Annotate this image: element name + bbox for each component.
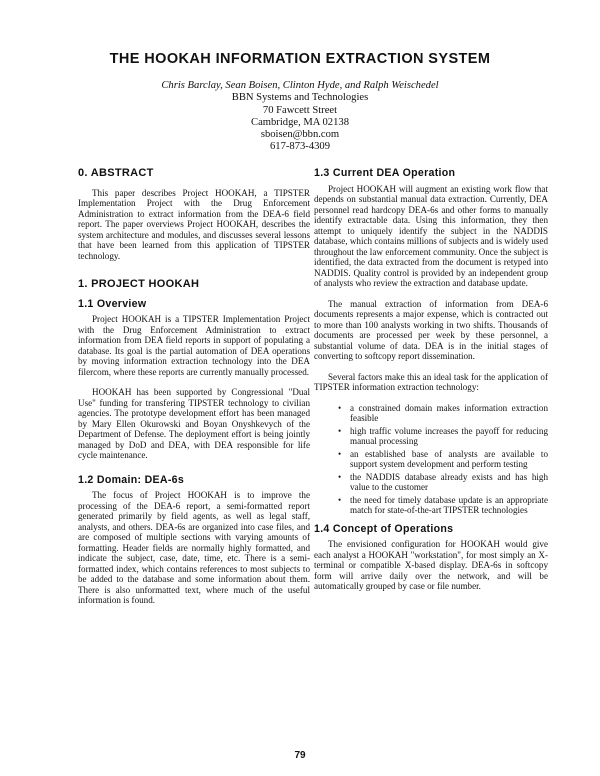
section-1-1-heading: 1.1 Overview [78,297,147,310]
concept-paragraph: The envisioned configuration for HOOKAH would give each analyst a HOOKAH "workstation", for most simply an X-terminal or compatible X-based display. DEA-6s in softcopy form will arrive daily over the network, and will be automatically grouped by case or file number. [314,539,548,591]
author-block [0,80,600,154]
list-item: • an established base of analysts are available to support system development and perform testing [338,448,548,469]
bullet-icon: • [338,402,342,413]
author-city: Cambridge, MA 02138 [251,116,349,128]
factor-list [314,403,548,516]
author-street: 70 Fawcett Street [262,104,338,116]
list-item: • a constrained domain makes information extraction feasible [338,402,548,423]
domain-paragraph: The focus of Project HOOKAH is to improve the processing of the DEA-6 report, a semi-formatted report generated primarily by field agents, as well as legal staff, analysts, and others. DEA-6s are organized into case files, and are composed of multiple sections with varying amounts of formatting. Header fields are normally highly formatted, and indicate the subject, case, date, time, etc. There is a semi-formatted index, which contains references to most subjects to be added to the database and some information about them. There is also unformatted text, where much of the useful information is found. [78,490,310,605]
list-item: • the need for timely database update is an appropriate match for state-of-the-art TIPSTER technologies [338,494,548,515]
abstract-paragraph: This paper describes Project HOOKAH, a TIPSTER Implementation Project with the Drug Enforcement Administration to extract information from the DEA-6 field report. The paper overviews Project HOOKAH, describes the system architecture and modules, and discusses several lessons that have been learned from this application of TIPSTER technology. [78,187,310,261]
left-column [78,168,310,616]
abstract-heading: 0. ABSTRACT [78,167,154,179]
author-names: Chris Barclay, Sean Boisen, Clinton Hyde, and Ralph Weischedel [161,80,439,91]
section-1-3-heading: 1.3 Current DEA Operation [314,167,456,179]
current-operation-paragraph-1: Project HOOKAH will augment an existing work flow that depends on substantial manual data extraction. Currently, DEA personnel read hardcopy DEA-6s and other forms to manually identify extractable data. Using this information, they then attempt to uniquely identify the subject in the NADDIS database, which contains millions of subjects and is widely used throughout the law enforcement community. Once the subject is identified, the data extracted from the document is retyped into NADDIS. Quality control is provided by an independent group of analysts who review the extraction and database update. [314,183,548,288]
author-email: sboisen@bbn.com [260,129,340,141]
bullet-icon: • [338,494,342,505]
page-number: 79 [294,750,306,761]
list-item: • the NADDIS database already exists and has high value to the customer [338,471,548,492]
bullet-icon: • [338,448,342,459]
author-phone: 617-873-4309 [269,141,331,153]
right-column [314,168,548,602]
current-operation-paragraph-2: The manual extraction of information from DEA-6 documents represents a major expense, which is contracted out to more than 100 analysts working in two shifts. Thousands of documents are processed per week by these personnel, a substantial volume of data. DEA is in the initial stages of converting to softcopy report dissemination. [314,298,548,361]
bullet-icon: • [338,471,342,482]
bullet-icon: • [338,425,342,436]
author-organization: BBN Systems and Technologies [231,92,369,104]
section-1-4-heading: 1.4 Concept of Operations [314,522,454,535]
current-operation-paragraph-3: Several factors make this an ideal task for the application of TIPSTER information extraction technology: [314,371,548,392]
overview-paragraph-1: Project HOOKAH is a TIPSTER Implementation Project with the Drug Enforcement Administration to extract information from DEA field reports in support of populating a database. Its goal is the partial automation of DEA operations by moving information extraction technology into the DEA filercom, where these reports are currently manually processed. [78,314,310,377]
section-1-2-heading: 1.2 Domain: DEA-6s [78,473,185,486]
section-1-heading: 1. PROJECT HOOKAH [78,278,200,290]
overview-paragraph-2: HOOKAH has been supported by Congressional "Dual Use" funding for transfering TIPSTER technology to civilian agencies. The prototype development effort has been managed by Mary Ellen Okurowski and Boyan Onyshkevych of the Department of Defense. The deployment effort is being jointly managed by DoD and DEA, with DEA responsible for life cycle maintenance. [78,387,310,460]
paper-title: THE HOOKAH INFORMATION EXTRACTION SYSTEM [109,51,491,67]
list-item: • high traffic volume increases the payoff for reducing manual processing [338,425,548,446]
